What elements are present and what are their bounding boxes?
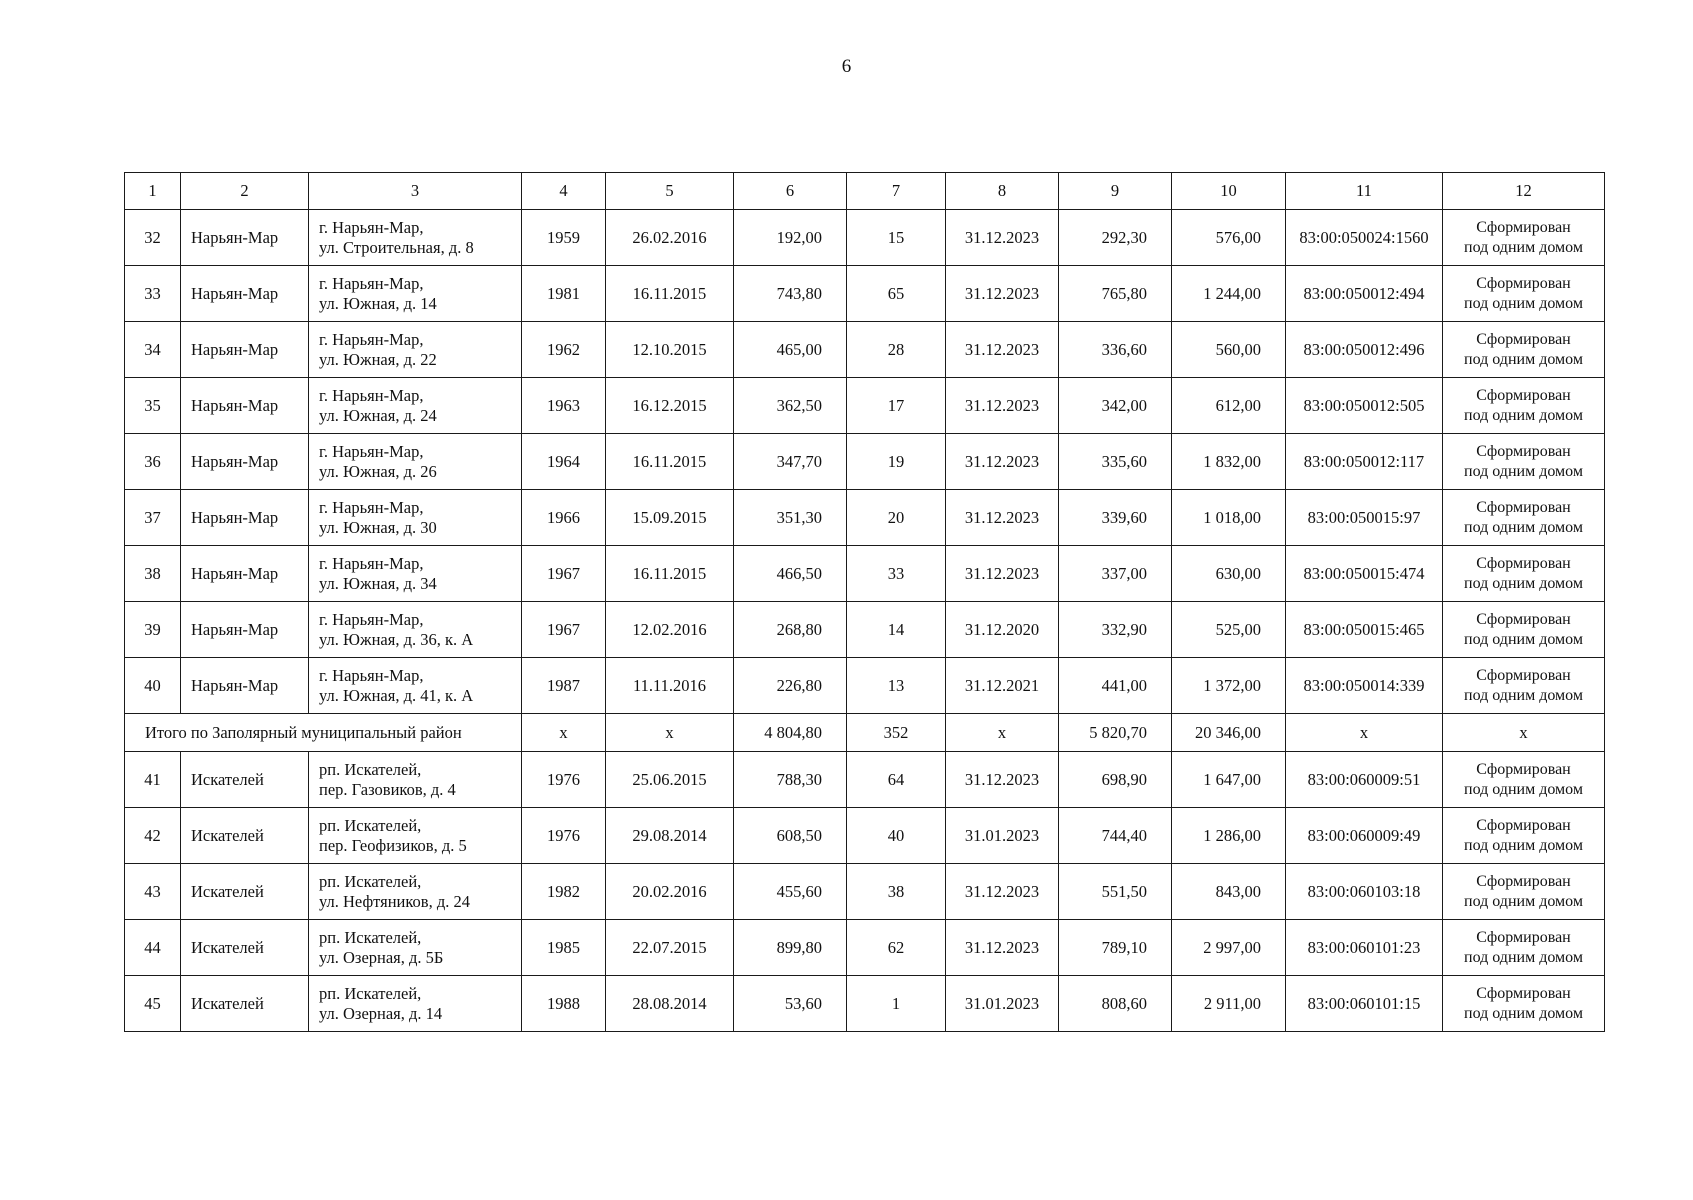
- status-cell: [1443, 976, 1605, 1032]
- deadline-cell: 31.12.2023: [946, 864, 1059, 920]
- status-line-2: под одним домом: [1464, 518, 1583, 536]
- total-cell-8: x: [946, 714, 1059, 752]
- table-row: [125, 920, 1605, 976]
- cadastral-number-cell: 83:00:050024:1560: [1286, 210, 1443, 266]
- locality-cell: Искателей: [181, 864, 309, 920]
- deadline-cell: 31.12.2023: [946, 434, 1059, 490]
- date-cell: 22.07.2015: [606, 920, 734, 976]
- address-line-2: ул. Южная, д. 22: [319, 349, 437, 369]
- year-cell: 1985: [522, 920, 606, 976]
- status-line-1: Сформирован: [1476, 274, 1571, 292]
- residents-cell: 65: [847, 266, 946, 322]
- column-number: 10: [1172, 173, 1286, 210]
- column-10-cell: 560,00: [1172, 322, 1286, 378]
- area-cell: 465,00: [734, 322, 847, 378]
- page-number: 6: [841, 56, 852, 77]
- address-line-2: пер. Газовиков, д. 4: [319, 779, 456, 799]
- column-10-cell: 525,00: [1172, 602, 1286, 658]
- date-cell: 11.11.2016: [606, 658, 734, 714]
- date-cell: 15.09.2015: [606, 490, 734, 546]
- total-land-area: 5 820,70: [1059, 714, 1172, 752]
- status-line-1: Сформирован: [1476, 872, 1571, 890]
- status-line-2: под одним домом: [1464, 780, 1583, 798]
- total-cell-12: x: [1443, 714, 1605, 752]
- table-row: [125, 434, 1605, 490]
- area-cell: 362,50: [734, 378, 847, 434]
- residents-cell: 19: [847, 434, 946, 490]
- table-row: [125, 864, 1605, 920]
- land-area-cell: 292,30: [1059, 210, 1172, 266]
- status-line-2: под одним домом: [1464, 350, 1583, 368]
- total-row: [125, 714, 1605, 752]
- address-line-1: г. Нарьян-Мар,: [319, 497, 424, 517]
- date-cell: 29.08.2014: [606, 808, 734, 864]
- year-cell: 1966: [522, 490, 606, 546]
- column-number: 7: [847, 173, 946, 210]
- cadastral-number-cell: 83:00:050015:465: [1286, 602, 1443, 658]
- land-area-cell: 335,60: [1059, 434, 1172, 490]
- row-number: 43: [125, 864, 181, 920]
- address-line-2: пер. Геофизиков, д. 5: [319, 835, 467, 855]
- year-cell: 1962: [522, 322, 606, 378]
- address-line-2: ул. Южная, д. 30: [319, 517, 437, 537]
- table-row: [125, 808, 1605, 864]
- cadastral-number-cell: 83:00:050012:117: [1286, 434, 1443, 490]
- deadline-cell: 31.12.2023: [946, 210, 1059, 266]
- residents-cell: 17: [847, 378, 946, 434]
- year-cell: 1981: [522, 266, 606, 322]
- date-cell: 20.02.2016: [606, 864, 734, 920]
- row-number: 36: [125, 434, 181, 490]
- status-line-1: Сформирован: [1476, 610, 1571, 628]
- column-number: 3: [309, 173, 522, 210]
- housing-registry-table: [124, 172, 1605, 1032]
- status-cell: [1443, 210, 1605, 266]
- cadastral-number-cell: 83:00:050012:494: [1286, 266, 1443, 322]
- column-10-cell: 843,00: [1172, 864, 1286, 920]
- column-number-row: [125, 173, 1605, 210]
- locality-cell: Нарьян-Мар: [181, 322, 309, 378]
- address-line-2: ул. Озерная, д. 14: [319, 1003, 443, 1023]
- status-line-2: под одним домом: [1464, 462, 1583, 480]
- cadastral-number-cell: 83:00:050014:339: [1286, 658, 1443, 714]
- address-cell: [309, 434, 522, 490]
- cadastral-number-cell: 83:00:050015:97: [1286, 490, 1443, 546]
- total-cell-11: x: [1286, 714, 1443, 752]
- year-cell: 1959: [522, 210, 606, 266]
- land-area-cell: 337,00: [1059, 546, 1172, 602]
- table-row: [125, 752, 1605, 808]
- locality-cell: Нарьян-Мар: [181, 490, 309, 546]
- status-cell: [1443, 434, 1605, 490]
- land-area-cell: 332,90: [1059, 602, 1172, 658]
- locality-cell: Нарьян-Мар: [181, 210, 309, 266]
- address-line-2: ул. Южная, д. 34: [319, 573, 437, 593]
- total-cell-4: x: [522, 714, 606, 752]
- cadastral-number-cell: 83:00:060009:51: [1286, 752, 1443, 808]
- status-line-2: под одним домом: [1464, 630, 1583, 648]
- status-line-2: под одним домом: [1464, 1004, 1583, 1022]
- date-cell: 12.02.2016: [606, 602, 734, 658]
- residents-cell: 64: [847, 752, 946, 808]
- table-row: [125, 546, 1605, 602]
- area-cell: 192,00: [734, 210, 847, 266]
- status-cell: [1443, 490, 1605, 546]
- column-10-cell: 630,00: [1172, 546, 1286, 602]
- locality-cell: Искателей: [181, 920, 309, 976]
- address-line-1: рп. Искателей,: [319, 871, 422, 891]
- total-column-10: 20 346,00: [1172, 714, 1286, 752]
- status-cell: [1443, 658, 1605, 714]
- row-number: 40: [125, 658, 181, 714]
- total-residents: 352: [847, 714, 946, 752]
- residents-cell: 14: [847, 602, 946, 658]
- address-line-1: г. Нарьян-Мар,: [319, 329, 424, 349]
- deadline-cell: 31.12.2023: [946, 920, 1059, 976]
- area-cell: 899,80: [734, 920, 847, 976]
- column-10-cell: 1 647,00: [1172, 752, 1286, 808]
- address-line-2: ул. Озерная, д. 5Б: [319, 947, 444, 967]
- year-cell: 1967: [522, 602, 606, 658]
- date-cell: 16.11.2015: [606, 266, 734, 322]
- status-cell: [1443, 546, 1605, 602]
- address-line-1: г. Нарьян-Мар,: [319, 217, 424, 237]
- status-cell: [1443, 920, 1605, 976]
- table-row: [125, 322, 1605, 378]
- date-cell: 28.08.2014: [606, 976, 734, 1032]
- deadline-cell: 31.01.2023: [946, 808, 1059, 864]
- status-cell: [1443, 808, 1605, 864]
- status-line-2: под одним домом: [1464, 892, 1583, 910]
- address-line-1: г. Нарьян-Мар,: [319, 385, 424, 405]
- table-row: [125, 266, 1605, 322]
- address-line-1: рп. Искателей,: [319, 815, 422, 835]
- address-line-1: рп. Искателей,: [319, 759, 422, 779]
- deadline-cell: 31.12.2023: [946, 490, 1059, 546]
- address-line-1: г. Нарьян-Мар,: [319, 553, 424, 573]
- date-cell: 16.11.2015: [606, 434, 734, 490]
- date-cell: 26.02.2016: [606, 210, 734, 266]
- status-cell: [1443, 864, 1605, 920]
- status-line-1: Сформирован: [1476, 554, 1571, 572]
- status-line-1: Сформирован: [1476, 760, 1571, 778]
- row-number: 45: [125, 976, 181, 1032]
- column-10-cell: 612,00: [1172, 378, 1286, 434]
- deadline-cell: 31.01.2023: [946, 976, 1059, 1032]
- year-cell: 1976: [522, 808, 606, 864]
- locality-cell: Нарьян-Мар: [181, 658, 309, 714]
- row-number: 37: [125, 490, 181, 546]
- address-cell: [309, 752, 522, 808]
- land-area-cell: 744,40: [1059, 808, 1172, 864]
- deadline-cell: 31.12.2023: [946, 378, 1059, 434]
- status-cell: [1443, 602, 1605, 658]
- residents-cell: 40: [847, 808, 946, 864]
- total-area: 4 804,80: [734, 714, 847, 752]
- status-line-1: Сформирован: [1476, 666, 1571, 684]
- address-line-2: ул. Нефтяников, д. 24: [319, 891, 470, 911]
- area-cell: 226,80: [734, 658, 847, 714]
- status-line-2: под одним домом: [1464, 238, 1583, 256]
- table-row: [125, 602, 1605, 658]
- address-line-2: ул. Южная, д. 36, к. А: [319, 629, 474, 649]
- status-cell: [1443, 378, 1605, 434]
- status-line-1: Сформирован: [1476, 498, 1571, 516]
- table-row: [125, 490, 1605, 546]
- address-line-1: г. Нарьян-Мар,: [319, 665, 424, 685]
- status-line-2: под одним домом: [1464, 294, 1583, 312]
- locality-cell: Искателей: [181, 752, 309, 808]
- residents-cell: 1: [847, 976, 946, 1032]
- address-line-1: г. Нарьян-Мар,: [319, 273, 424, 293]
- residents-cell: 20: [847, 490, 946, 546]
- row-number: 32: [125, 210, 181, 266]
- total-label: Итого по Заполярный муниципальный район: [125, 714, 522, 752]
- status-line-1: Сформирован: [1476, 928, 1571, 946]
- column-number: 8: [946, 173, 1059, 210]
- year-cell: 1988: [522, 976, 606, 1032]
- land-area-cell: 336,60: [1059, 322, 1172, 378]
- residents-cell: 33: [847, 546, 946, 602]
- table-row: [125, 210, 1605, 266]
- area-cell: 466,50: [734, 546, 847, 602]
- row-number: 41: [125, 752, 181, 808]
- locality-cell: Нарьян-Мар: [181, 266, 309, 322]
- year-cell: 1963: [522, 378, 606, 434]
- address-line-1: рп. Искателей,: [319, 983, 422, 1003]
- column-number: 2: [181, 173, 309, 210]
- cadastral-number-cell: 83:00:060101:23: [1286, 920, 1443, 976]
- row-number: 44: [125, 920, 181, 976]
- locality-cell: Нарьян-Мар: [181, 378, 309, 434]
- residents-cell: 28: [847, 322, 946, 378]
- status-line-2: под одним домом: [1464, 686, 1583, 704]
- land-area-cell: 551,50: [1059, 864, 1172, 920]
- status-line-1: Сформирован: [1476, 218, 1571, 236]
- column-10-cell: 1 286,00: [1172, 808, 1286, 864]
- cadastral-number-cell: 83:00:060009:49: [1286, 808, 1443, 864]
- address-cell: [309, 266, 522, 322]
- column-10-cell: 1 244,00: [1172, 266, 1286, 322]
- status-line-1: Сформирован: [1476, 816, 1571, 834]
- status-line-1: Сформирован: [1476, 330, 1571, 348]
- status-line-2: под одним домом: [1464, 948, 1583, 966]
- year-cell: 1982: [522, 864, 606, 920]
- address-line-1: г. Нарьян-Мар,: [319, 441, 424, 461]
- table-row: [125, 658, 1605, 714]
- status-line-1: Сформирован: [1476, 442, 1571, 460]
- area-cell: 347,70: [734, 434, 847, 490]
- status-line-2: под одним домом: [1464, 406, 1583, 424]
- table-row: [125, 378, 1605, 434]
- residents-cell: 15: [847, 210, 946, 266]
- column-10-cell: 1 018,00: [1172, 490, 1286, 546]
- year-cell: 1967: [522, 546, 606, 602]
- table-row: [125, 976, 1605, 1032]
- address-line-2: ул. Южная, д. 26: [319, 461, 437, 481]
- land-area-cell: 808,60: [1059, 976, 1172, 1032]
- address-line-2: ул. Южная, д. 14: [319, 293, 437, 313]
- column-number: 6: [734, 173, 847, 210]
- cadastral-number-cell: 83:00:050012:496: [1286, 322, 1443, 378]
- cadastral-number-cell: 83:00:060103:18: [1286, 864, 1443, 920]
- area-cell: 608,50: [734, 808, 847, 864]
- year-cell: 1976: [522, 752, 606, 808]
- status-cell: [1443, 752, 1605, 808]
- address-line-2: ул. Южная, д. 24: [319, 405, 437, 425]
- area-cell: 788,30: [734, 752, 847, 808]
- column-number: 5: [606, 173, 734, 210]
- address-cell: [309, 864, 522, 920]
- address-cell: [309, 658, 522, 714]
- column-number: 4: [522, 173, 606, 210]
- address-cell: [309, 210, 522, 266]
- deadline-cell: 31.12.2020: [946, 602, 1059, 658]
- row-number: 39: [125, 602, 181, 658]
- date-cell: 12.10.2015: [606, 322, 734, 378]
- land-area-cell: 339,60: [1059, 490, 1172, 546]
- address-line-2: ул. Южная, д. 41, к. А: [319, 685, 474, 705]
- area-cell: 455,60: [734, 864, 847, 920]
- column-number: 11: [1286, 173, 1443, 210]
- deadline-cell: 31.12.2023: [946, 752, 1059, 808]
- year-cell: 1987: [522, 658, 606, 714]
- deadline-cell: 31.12.2023: [946, 266, 1059, 322]
- land-area-cell: 342,00: [1059, 378, 1172, 434]
- land-area-cell: 698,90: [1059, 752, 1172, 808]
- row-number: 35: [125, 378, 181, 434]
- column-number: 9: [1059, 173, 1172, 210]
- locality-cell: Нарьян-Мар: [181, 546, 309, 602]
- address-line-1: рп. Искателей,: [319, 927, 422, 947]
- address-cell: [309, 808, 522, 864]
- year-cell: 1964: [522, 434, 606, 490]
- status-cell: [1443, 266, 1605, 322]
- area-cell: 268,80: [734, 602, 847, 658]
- date-cell: 25.06.2015: [606, 752, 734, 808]
- locality-cell: Искателей: [181, 976, 309, 1032]
- date-cell: 16.11.2015: [606, 546, 734, 602]
- status-line-1: Сформирован: [1476, 386, 1571, 404]
- land-area-cell: 441,00: [1059, 658, 1172, 714]
- column-10-cell: 2 911,00: [1172, 976, 1286, 1032]
- column-10-cell: 576,00: [1172, 210, 1286, 266]
- locality-cell: Искателей: [181, 808, 309, 864]
- row-number: 42: [125, 808, 181, 864]
- row-number: 33: [125, 266, 181, 322]
- residents-cell: 13: [847, 658, 946, 714]
- locality-cell: Нарьян-Мар: [181, 434, 309, 490]
- column-number: 12: [1443, 173, 1605, 210]
- residents-cell: 62: [847, 920, 946, 976]
- address-cell: [309, 602, 522, 658]
- cadastral-number-cell: 83:00:050015:474: [1286, 546, 1443, 602]
- area-cell: 351,30: [734, 490, 847, 546]
- column-number: 1: [125, 173, 181, 210]
- table-body: [125, 173, 1605, 1032]
- date-cell: 16.12.2015: [606, 378, 734, 434]
- locality-cell: Нарьян-Мар: [181, 602, 309, 658]
- address-cell: [309, 976, 522, 1032]
- address-cell: [309, 920, 522, 976]
- area-cell: 53,60: [734, 976, 847, 1032]
- cadastral-number-cell: 83:00:060101:15: [1286, 976, 1443, 1032]
- column-10-cell: 1 372,00: [1172, 658, 1286, 714]
- area-cell: 743,80: [734, 266, 847, 322]
- status-cell: [1443, 322, 1605, 378]
- address-cell: [309, 322, 522, 378]
- column-10-cell: 2 997,00: [1172, 920, 1286, 976]
- total-cell-5: x: [606, 714, 734, 752]
- address-cell: [309, 378, 522, 434]
- status-line-1: Сформирован: [1476, 984, 1571, 1002]
- address-cell: [309, 546, 522, 602]
- status-line-2: под одним домом: [1464, 836, 1583, 854]
- address-line-1: г. Нарьян-Мар,: [319, 609, 424, 629]
- deadline-cell: 31.12.2023: [946, 546, 1059, 602]
- row-number: 38: [125, 546, 181, 602]
- residents-cell: 38: [847, 864, 946, 920]
- status-line-2: под одним домом: [1464, 574, 1583, 592]
- address-line-2: ул. Строительная, д. 8: [319, 237, 474, 257]
- address-cell: [309, 490, 522, 546]
- column-10-cell: 1 832,00: [1172, 434, 1286, 490]
- land-area-cell: 789,10: [1059, 920, 1172, 976]
- cadastral-number-cell: 83:00:050012:505: [1286, 378, 1443, 434]
- deadline-cell: 31.12.2023: [946, 322, 1059, 378]
- row-number: 34: [125, 322, 181, 378]
- deadline-cell: 31.12.2021: [946, 658, 1059, 714]
- land-area-cell: 765,80: [1059, 266, 1172, 322]
